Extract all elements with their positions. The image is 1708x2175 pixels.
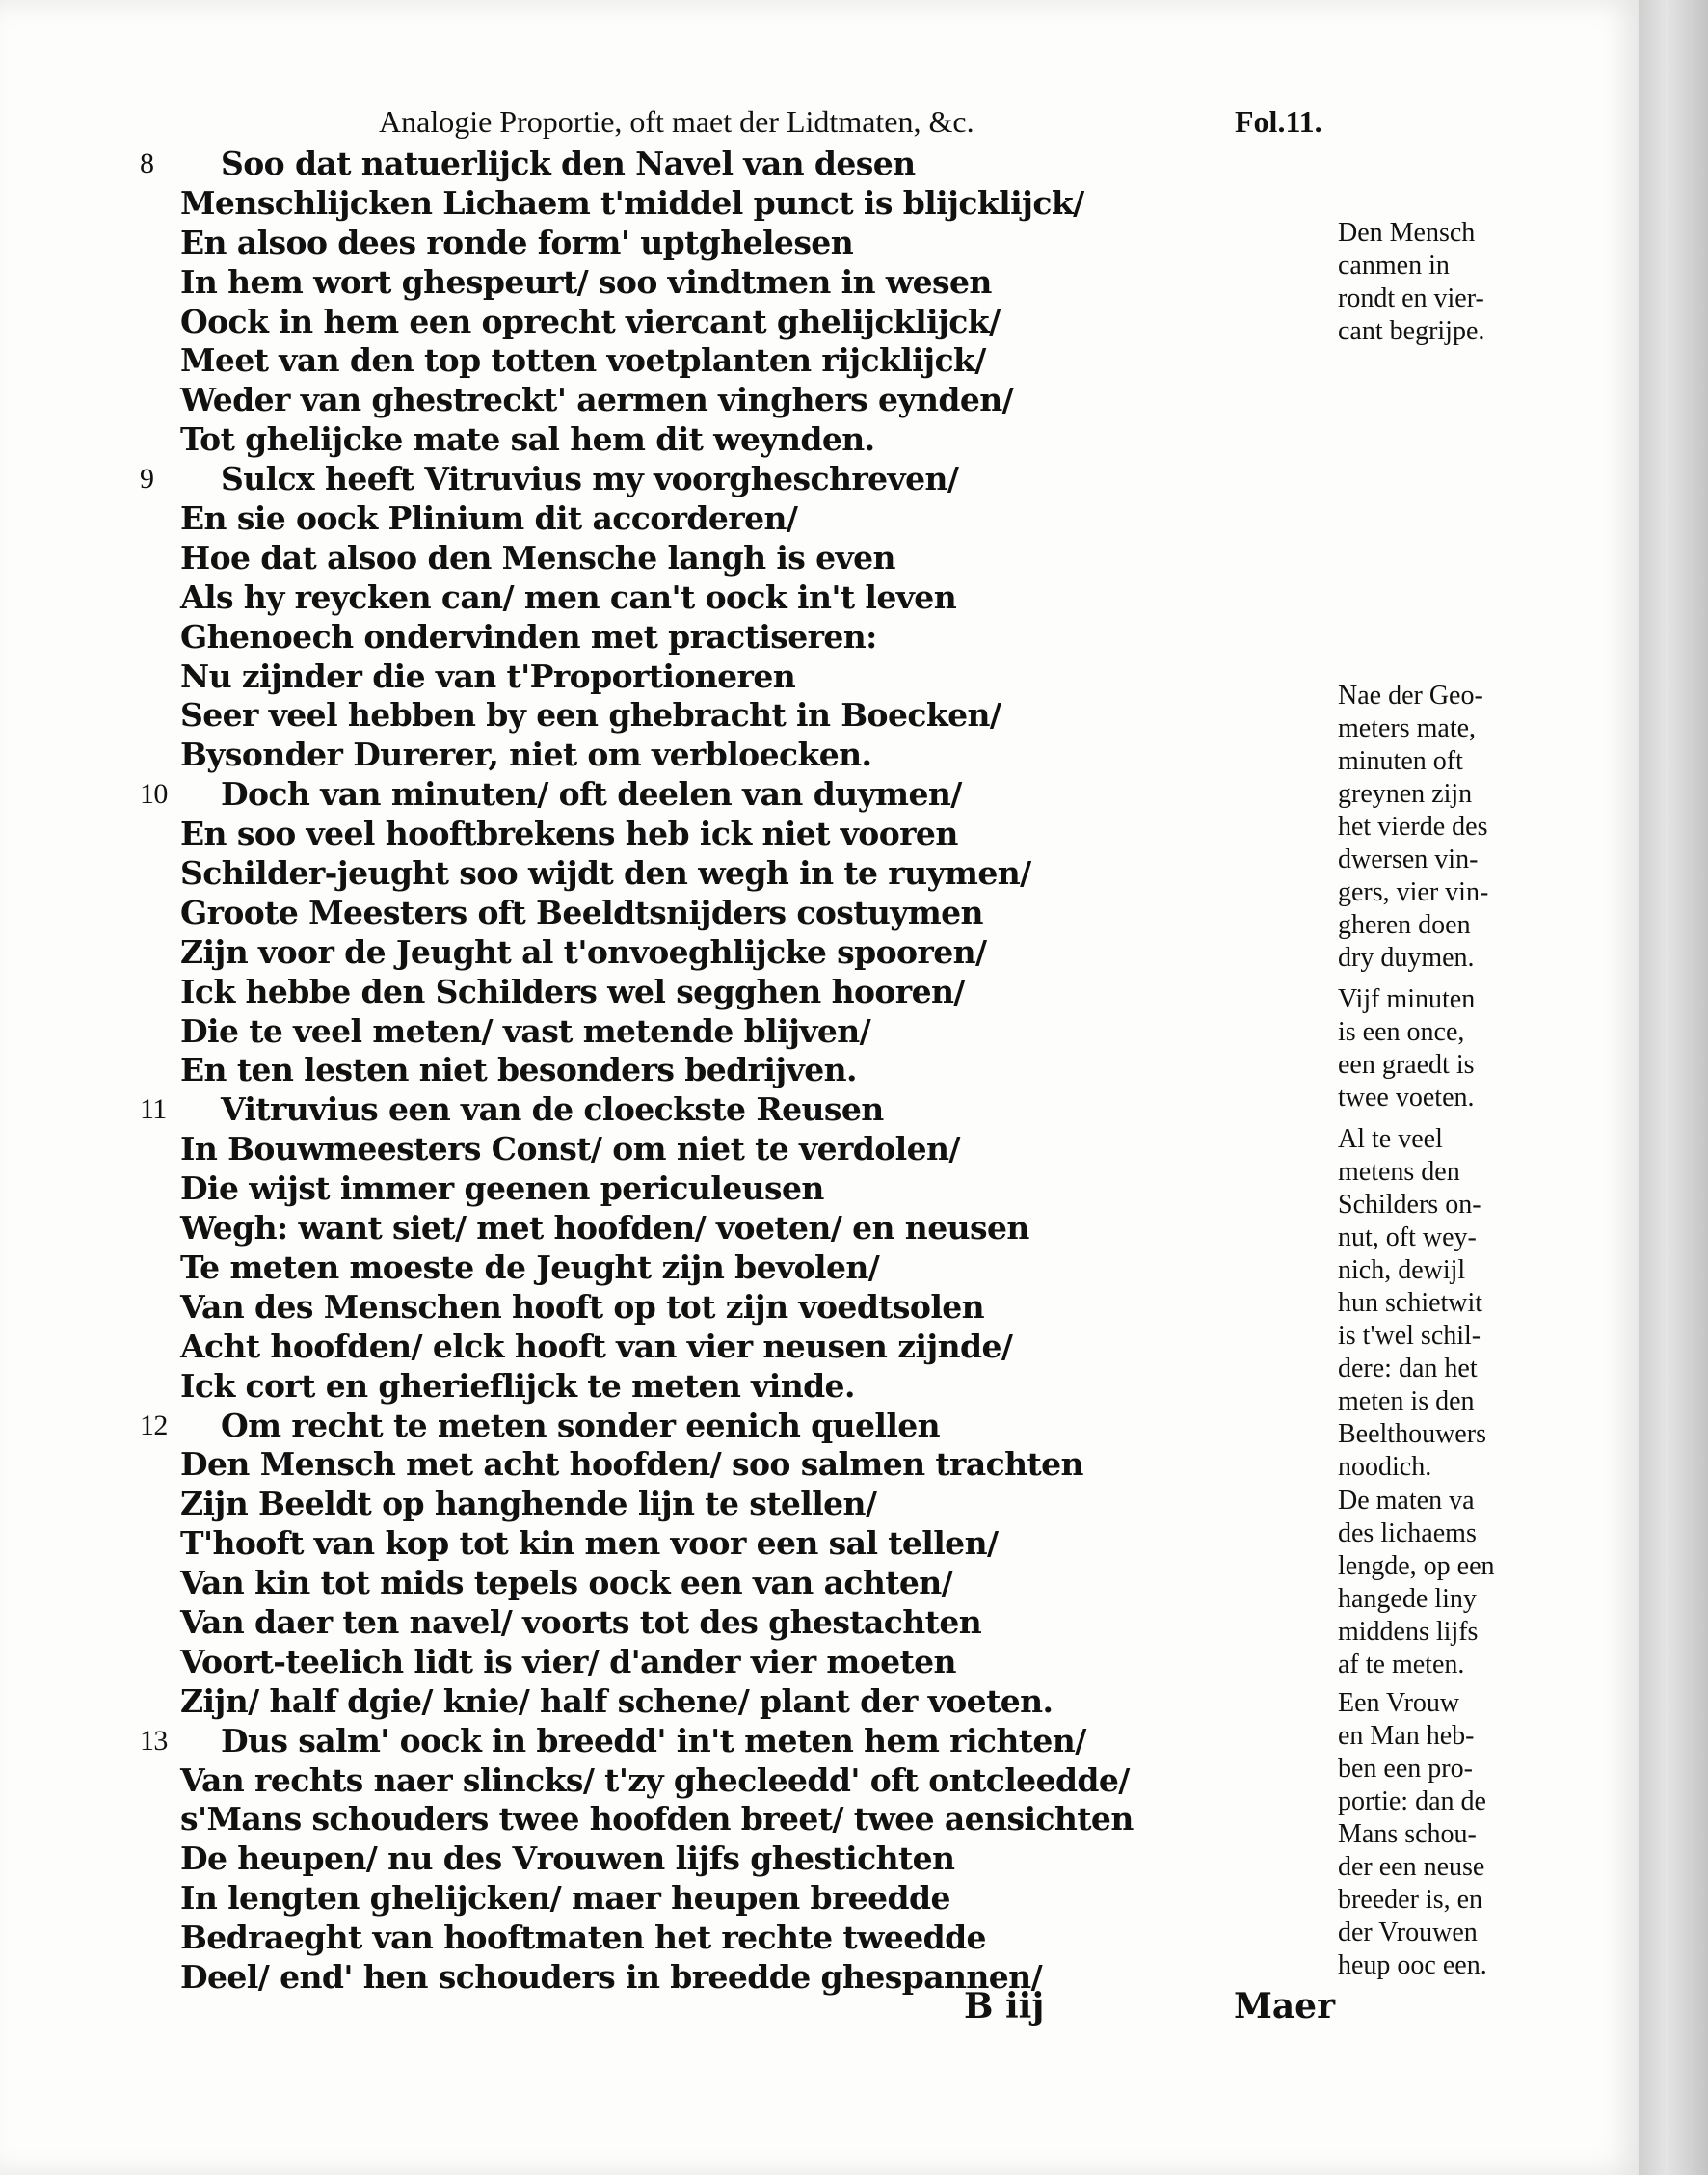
margin-note-line: het vierde des	[1338, 812, 1488, 842]
verse-stanza	[140, 145, 1084, 460]
verse-line	[140, 696, 1046, 736]
margin-note-line: nich, dewijl	[1338, 1255, 1466, 1285]
verse-line-text: Meet van den top totten voetplanten rijcklijck/	[180, 341, 986, 380]
verse-line	[140, 1721, 1086, 1761]
verse-line-text: Menschlijcken Lichaem t'middel punct is blijcklijck/	[180, 183, 1084, 222]
verse-number: 13	[140, 1724, 168, 1757]
verse-line-text: Om recht te meten sonder eenich quellen	[221, 1406, 941, 1444]
verse-line-text: T'hooft van kop tot kin men voor een sal tellen/	[180, 1524, 999, 1563]
margin-note-line: De maten va	[1338, 1486, 1475, 1516]
verse-line-text: En ten lesten niet besonders bedrijven.	[180, 1051, 857, 1089]
verse-stanza	[140, 1721, 1134, 1998]
margin-note-line: greynen zijn	[1338, 779, 1473, 809]
verse-line	[140, 1919, 1046, 1958]
margin-note-line: dwersen vin-	[1338, 845, 1479, 874]
verse-line	[140, 1681, 1054, 1722]
verse-line-text: Oock in hem een oprecht viercant ghelijcklijck/	[180, 302, 1001, 340]
verse-line-text: Dus salm' oock in breedd' in't meten hem richten/	[221, 1721, 1086, 1759]
verse-line-text: Die te veel meten/ vast metende blijven/	[180, 1011, 871, 1050]
verse-line	[140, 1564, 1046, 1603]
margin-note	[1338, 1123, 1545, 1484]
verse-line	[140, 815, 1046, 854]
verse-line	[140, 736, 1046, 775]
verse-line-text: Bysonder Durerer, niet om verbloecken.	[180, 736, 872, 774]
verse-line-text: Ghenoech ondervinden met practiseren:	[180, 617, 877, 656]
verse-line-text: De heupen/ nu des Vrouwen lijfs ghestichten	[180, 1839, 955, 1878]
page-edge	[1639, 0, 1708, 2175]
margin-note-line: portie: dan de	[1338, 1786, 1486, 1816]
verse-line-text: En soo veel hooftbrekens heb ick niet vooren	[180, 815, 958, 853]
margin-note	[1338, 1485, 1545, 1681]
verse-line-text: Groote Meesters oft Beeldtsnijders costuymen	[180, 893, 983, 931]
margin-note-line: af te meten.	[1338, 1650, 1465, 1679]
margin-note-line: Al te veel	[1338, 1124, 1443, 1154]
verse-line-text: Hoe dat alsoo den Mensche langh is even	[180, 538, 895, 577]
margin-note-line: rondt en vier-	[1338, 283, 1484, 313]
verse-line	[140, 854, 1046, 894]
verse-line	[140, 420, 1046, 460]
margin-note-line: Schilders on-	[1338, 1190, 1481, 1220]
verse-line-text: Schilder-jeught soo wijdt den wegh in te ruymen/	[180, 854, 1031, 893]
verse-line-text: Als hy reycken can/ men can't oock in't leven	[180, 577, 957, 616]
margin-note-line: lengde, op een	[1338, 1551, 1495, 1581]
margin-note-line: metens den	[1338, 1157, 1460, 1187]
verse-line-text: Zijn/ half dgie/ knie/ half schene/ plant der voeten.	[180, 1681, 1054, 1720]
verse-line	[140, 578, 1046, 618]
verse-line	[140, 775, 1046, 815]
margin-note-line: nut, oft wey-	[1338, 1222, 1477, 1252]
verse-stanza	[140, 1406, 1083, 1722]
verse-line	[140, 183, 1084, 224]
margin-note-line: een graedt is	[1338, 1050, 1475, 1080]
margin-note-line: Den Mensch	[1338, 218, 1476, 248]
verse-line-text: Wegh: want siet/ met hoofden/ voeten/ en neusen	[180, 1209, 1029, 1248]
verse-line-text: Deel/ end' hen schouders in breedde ghespannen/	[180, 1957, 1043, 1996]
margin-note-line: breeder is, en	[1338, 1885, 1483, 1915]
verse-line-text: Bedraeght van hooftmaten het rechte tweedde	[180, 1919, 986, 1957]
verse-line-text: Nu zijnder die van t'Proportioneren	[180, 657, 796, 695]
margin-note-line: Mans schou-	[1338, 1819, 1477, 1849]
margin-note-line: ben een pro-	[1338, 1754, 1473, 1784]
verse-number: 10	[140, 778, 168, 811]
verse-line	[140, 341, 1046, 381]
verse-line-text: In lengten ghelijcken/ maer heupen breedde	[180, 1879, 950, 1918]
verse-line-text: Vitruvius een van de cloeckste Reusen	[221, 1090, 884, 1129]
verse-line-text: Acht hoofden/ elck hooft van vier neusen zijnde/	[180, 1327, 1013, 1365]
verse-line	[140, 460, 1046, 499]
verse-line-text: s'Mans schouders twee hoofden breet/ twee aensichten	[180, 1800, 1134, 1839]
verse-line	[140, 933, 1046, 973]
verse-stanza	[140, 775, 1046, 1090]
verse-line-text: Sulcx heeft Vitruvius my voorgheschreven/	[221, 460, 959, 498]
page-footer	[964, 1986, 1349, 2034]
verse-line-text: Doch van minuten/ oft deelen van duymen/	[221, 775, 962, 814]
margin-note-line: is een once,	[1338, 1017, 1465, 1047]
running-title: Analogie Proportie, oft maet der Lidtmaten, &c.	[379, 104, 974, 139]
verse-line-text: En sie oock Plinium dit accorderen/	[180, 499, 798, 538]
margin-note-line: minuten oft	[1338, 746, 1463, 776]
margin-note-line: gers, vier vin-	[1338, 877, 1489, 907]
margin-note-line: des lichaems	[1338, 1518, 1477, 1548]
verse-line	[140, 1328, 1046, 1367]
verse-line	[140, 1407, 1046, 1446]
verse-line	[140, 1209, 1046, 1249]
margin-note-line: hangede liny	[1338, 1584, 1477, 1614]
verse-line	[140, 1012, 1046, 1052]
margin-note-line: hun schietwit	[1338, 1288, 1483, 1318]
margin-note-line: cant begrijpe.	[1338, 316, 1485, 346]
margin-note	[1338, 217, 1545, 348]
verse-line	[140, 1051, 1046, 1090]
verse-line-text: En alsoo dees ronde form' uptghelesen	[180, 223, 854, 261]
verse-line	[140, 1288, 1046, 1328]
margin-note-line: meten is den	[1338, 1386, 1475, 1416]
verse-line-text: Van rechts naer slincks/ t'zy ghecleedd' oft ontcleedde/	[180, 1760, 1130, 1799]
verse-line-text: Zijn Beeldt op hanghende lijn te stellen/	[180, 1485, 877, 1523]
verse-line	[140, 1485, 1046, 1524]
verse-line-text: Seer veel hebben by een ghebracht in Boecken/	[180, 696, 1001, 735]
verse-line	[140, 1760, 1130, 1801]
margin-note-line: dere: dan het	[1338, 1354, 1478, 1383]
verse-number: 8	[140, 148, 154, 179]
verse-line	[140, 1524, 1046, 1564]
margin-note-line: noodich.	[1338, 1452, 1432, 1482]
verse-line-text: Voort-teelich lidt is vier/ d'ander vier moeten	[180, 1642, 956, 1680]
verse-number: 12	[140, 1409, 168, 1441]
verse-line	[140, 1249, 1046, 1288]
verse-line	[140, 1603, 1046, 1643]
verse-line-text: Soo dat natuerlijck den Navel van desen	[221, 145, 916, 182]
verse-line	[140, 499, 1046, 539]
margin-note-line: Beelthouwers	[1338, 1419, 1486, 1449]
verse-stanza	[140, 460, 1046, 775]
margin-note-line: meters mate,	[1338, 713, 1477, 743]
margin-note-line: heup ooc een.	[1338, 1950, 1487, 1980]
verse-number: 9	[140, 463, 154, 496]
verse-line-text: Van des Menschen hooft op tot zijn voedtsolen	[180, 1287, 985, 1326]
verse-line-text: Die wijst immer geenen periculeusen	[180, 1169, 824, 1208]
verse-line	[140, 618, 1046, 658]
verse-line-text: Van kin tot mids tepels oock een van achten/	[180, 1564, 953, 1602]
margin-note	[1338, 983, 1545, 1114]
margin-note-line: Nae der Geo-	[1338, 681, 1483, 711]
verse-line-text: Te meten moeste de Jeught zijn bevolen/	[180, 1248, 880, 1286]
verse-line	[140, 1090, 1046, 1130]
verse-line-text: In Bouwmeesters Const/ om niet te verdolen/	[180, 1130, 960, 1168]
verse-line	[140, 1879, 1046, 1919]
folio-number: Fol.11.	[1235, 104, 1322, 139]
verse-stanza	[140, 1090, 1046, 1406]
margin-note-line: gheren doen	[1338, 910, 1471, 940]
margin-note-line: en Man heb-	[1338, 1721, 1475, 1751]
verse-line	[140, 1169, 1046, 1209]
verse-line	[140, 303, 1046, 342]
verse-line	[140, 658, 1046, 697]
margin-note-line: Vijf minuten	[1338, 984, 1476, 1014]
verse-line-text: In hem wort ghespeurt/ soo vindtmen in wesen	[180, 262, 992, 301]
verse-number: 11	[140, 1093, 167, 1126]
poem-body	[140, 145, 1134, 1998]
verse-line	[140, 224, 1046, 263]
verse-line	[140, 894, 1046, 933]
verse-line	[140, 263, 1046, 303]
verse-line-text: Den Mensch met acht hoofden/ soo salmen trachten	[180, 1445, 1083, 1484]
margin-note-line: der een neuse	[1338, 1852, 1485, 1882]
verse-line	[140, 1643, 1046, 1682]
catchword: Maer	[1234, 1986, 1336, 2027]
margin-note-line: canmen in	[1338, 251, 1450, 281]
verse-line	[140, 381, 1046, 420]
verse-line	[140, 1800, 1134, 1839]
margin-note	[1338, 1687, 1545, 1982]
verse-line-text: Ick hebbe den Schilders wel segghen hooren/	[180, 972, 965, 1010]
verse-line-text: Ick cort en gherieflijck te meten vinde.	[180, 1366, 855, 1405]
margin-note	[1338, 680, 1545, 975]
verse-line-text: Tot ghelijcke mate sal hem dit weynden.	[180, 420, 875, 459]
verse-line	[140, 973, 1046, 1012]
margin-note-line: is t'wel schil-	[1338, 1321, 1481, 1351]
verse-line	[140, 539, 1046, 578]
verse-line	[140, 1445, 1083, 1485]
margin-note-line: der Vrouwen	[1338, 1918, 1478, 1947]
verse-line	[140, 145, 1046, 184]
verse-line-text: Zijn voor de Jeught al t'onvoeghlijcke spooren/	[180, 932, 987, 971]
margin-note-line: twee voeten.	[1338, 1083, 1475, 1113]
verse-line	[140, 1958, 1046, 1998]
margin-note-line: Een Vrouw	[1338, 1688, 1460, 1718]
margin-note-line: middens lijfs	[1338, 1617, 1479, 1647]
verse-line	[140, 1130, 1046, 1169]
signature-mark: B iij	[964, 1986, 1045, 2027]
verse-line	[140, 1839, 1046, 1879]
verse-line-text: Weder van ghestreckt' aermen vinghers eynden/	[180, 381, 1014, 419]
verse-line	[140, 1367, 1046, 1407]
margin-note-line: dry duymen.	[1338, 943, 1475, 973]
verse-line-text: Van daer ten navel/ voorts tot des ghestachten	[180, 1602, 982, 1641]
